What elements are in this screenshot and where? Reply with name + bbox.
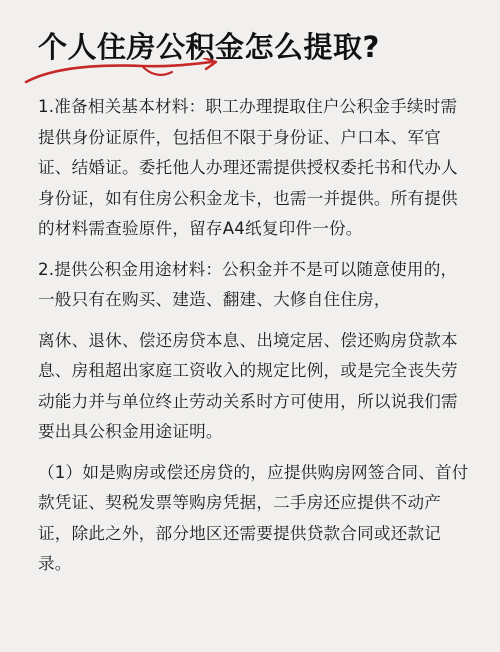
article-body: [38, 92, 474, 580]
paragraph-usage-conditions: 离休、退休、偿还房贷本息、出境定居、偿还购房贷款本息、房租超出家庭工资收入的规定比例，或是完全丧失劳动能力并与单位终止劳动关系时方可使用，所以说我们需要出具公积金用途证明。: [38, 330, 458, 441]
paragraph-house-purchase-docs: （1）如是购房或偿还房贷的，应提供购房网签合同、首付款凭证、契税发票等购房凭据，二手房还应提供不动产证，除此之外，部分地区还需要提供贷款合同或还款记录。: [38, 462, 469, 573]
paragraph-basic-materials: 1.准备相关基本材料：职工办理提取住户公积金手续时需提供身份证原件，包括但不限于身份证、户口本、军官证、结婚证。委托他人办理还需提供授权委托书和代办人身份证，如有住房公积金龙卡，也需一并提供。所有提供的材料需查验原件，留存A4纸复印件一份。: [38, 97, 458, 238]
page-title: 个人住房公积金怎么提取?: [38, 30, 380, 64]
paragraph-usage-materials: 2.提供公积金用途材料：公积金并不是可以随意使用的，一般只有在购买、建造、翻建、大修自住住房，: [38, 259, 458, 309]
red-swoosh-arrow-decoration: [22, 58, 252, 92]
